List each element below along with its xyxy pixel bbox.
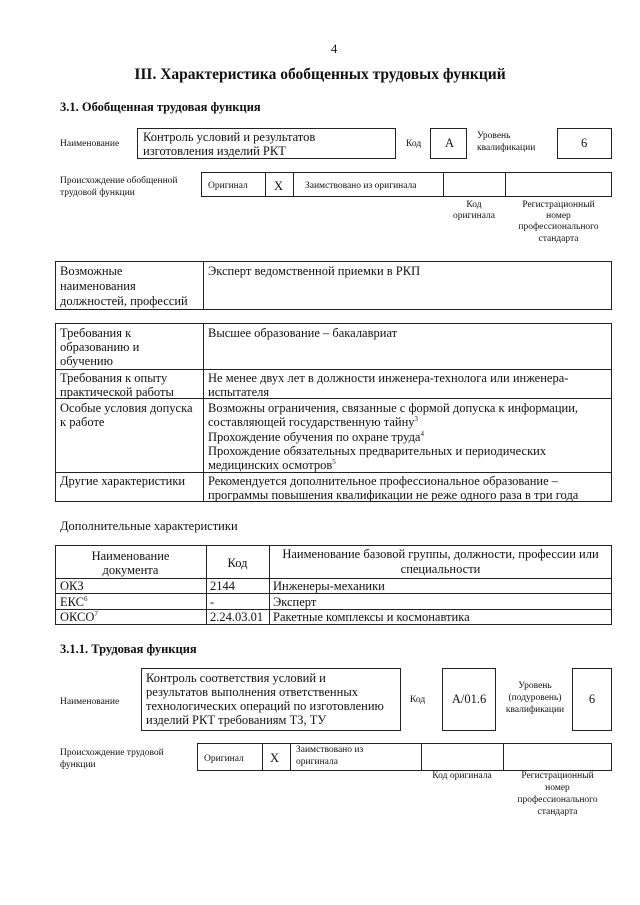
s31-reg-3: профессионального xyxy=(518,222,599,232)
cond-value-4: Прохождение обязательных предварительных и периодических xyxy=(208,444,547,458)
s311-original-mark: X xyxy=(270,751,280,765)
section-3-1-1-heading: 3.1.1. Трудовая функция xyxy=(60,642,197,656)
exp-value-1: Не менее двух лет в должности инженера-технолога или инженера- xyxy=(208,371,569,385)
positions-label-2: наименования xyxy=(60,279,136,293)
extra-row1-doc: ОКЗ xyxy=(60,579,84,593)
s311-name-label: Наименование xyxy=(60,697,120,707)
footnote-7: 7 xyxy=(94,609,98,618)
s311-origin-box xyxy=(197,743,612,771)
cond-value-3: Прохождение обучения по охране труда$^4$ xyxy=(208,429,424,444)
s31-borrowed-label: Заимствовано из оригинала xyxy=(305,181,417,191)
s311-origin-label-2: функции xyxy=(60,760,96,770)
s311-reg-3: профессионального xyxy=(517,795,598,805)
s311-name-line1: Контроль соответствия условий и xyxy=(146,671,326,685)
s31-code-original-1: Код xyxy=(466,200,482,210)
s31-origin-label-1: Происхождение обобщенной xyxy=(60,176,178,186)
cond-label-2: к работе xyxy=(60,415,105,429)
extra-row2-name: Эксперт xyxy=(273,595,317,609)
section-title: III. Характеристика обобщенных трудовых функций xyxy=(134,66,506,83)
s311-code-value: А/01.6 xyxy=(451,692,487,706)
cond-label-1: Особые условия допуска xyxy=(60,401,193,415)
cond-value-2: составляющей государственную тайну$^3$ xyxy=(208,414,419,429)
s31-level-label-1: Уровень xyxy=(477,131,511,141)
edu-label-3: обучению xyxy=(60,354,113,368)
footnote-5: 5 xyxy=(332,457,336,466)
s31-name-line1: Контроль условий и результатов xyxy=(143,130,316,144)
edu-label-2: образованию и xyxy=(60,340,140,354)
s311-name-line3: технологических операций по изготовлению xyxy=(146,699,384,713)
s31-original-mark: X xyxy=(274,179,284,193)
s31-reg-2: номер xyxy=(546,211,571,221)
extra-col1-line2: документа xyxy=(102,563,159,577)
s31-code-original-2: оригинала xyxy=(453,211,495,221)
extra-row2-doc: ЕКС$^6$ xyxy=(60,594,88,609)
exp-value-2: испытателя xyxy=(208,385,270,399)
s311-name-line2: результатов выполнения ответственных xyxy=(146,685,358,699)
s31-origin-label-2: трудовой функции xyxy=(60,188,135,198)
s311-level-value: 6 xyxy=(588,692,596,706)
footnote-3: 3 xyxy=(414,414,419,423)
extra-row3-name: Ракетные комплексы и космонавтика xyxy=(273,610,470,624)
s31-level-label-2: квалификации xyxy=(477,143,536,153)
s31-code-label: Код xyxy=(406,139,422,149)
extra-col2: Код xyxy=(227,556,248,570)
s311-reg-2: номер xyxy=(545,783,570,793)
s31-reg-1: Регистрационный xyxy=(522,200,595,210)
s311-reg-4: стандарта xyxy=(537,807,578,817)
s311-level-label-2: (подуровень) xyxy=(508,693,562,703)
positions-label-1: Возможные xyxy=(60,264,123,278)
extra-heading: Дополнительные характеристики xyxy=(60,519,238,533)
page-number: 4 xyxy=(331,42,338,56)
s311-reg-1: Регистрационный xyxy=(521,771,594,781)
s31-name-label: Наименование xyxy=(60,139,120,149)
exp-label-1: Требования к опыту xyxy=(60,371,168,385)
other-label: Другие характеристики xyxy=(60,474,186,488)
edu-value: Высшее образование – бакалавриат xyxy=(208,326,398,340)
other-value-1: Рекомендуется дополнительное профессиональное образование – xyxy=(208,474,559,488)
s311-level-label-3: квалификации xyxy=(505,705,565,715)
s311-name-line4: изделий РКТ требованиям ТЗ, ТУ xyxy=(146,713,327,727)
extra-row1-code: 2144 xyxy=(210,579,235,593)
extra-col3-line1: Наименование базовой группы, должности, профессии или xyxy=(282,547,599,561)
positions-value: Эксперт ведомственной приемки в РКП xyxy=(208,264,421,278)
section-3-1-heading: 3.1. Обобщенная трудовая функция xyxy=(60,100,261,114)
other-value-2: программы повышения квалификации не реже одного раза в три года xyxy=(208,488,579,502)
s31-reg-4: стандарта xyxy=(538,234,579,244)
extra-row1-name: Инженеры-механики xyxy=(273,579,385,593)
s311-borrowed-label-1: Заимствовано из xyxy=(296,745,364,755)
s311-borrowed-label-2: оригинала xyxy=(296,757,338,767)
cond-value-5: медицинских осмотров$^5$ xyxy=(208,457,336,472)
extra-row2-code: - xyxy=(210,595,215,609)
s311-origin-label-1: Происхождение трудовой xyxy=(60,748,164,758)
footnote-6: 6 xyxy=(84,594,88,603)
s31-name-line2: изготовления изделий РКТ xyxy=(143,144,286,158)
s31-original-label: Оригинал xyxy=(208,181,248,191)
s311-level-label-1: Уровень xyxy=(518,681,552,691)
extra-row3-doc: ОКСО$^7$ xyxy=(60,609,98,624)
footnote-4: 4 xyxy=(420,429,424,438)
positions-label-3: должностей, профессий xyxy=(60,294,188,308)
edu-label-1: Требования к xyxy=(60,326,132,340)
s311-code-label: Код xyxy=(410,695,426,705)
s311-original-label: Оригинал xyxy=(204,754,244,764)
extra-col3-line2: специальности xyxy=(400,562,481,576)
extra-row3-code: 2.24.03.01 xyxy=(210,610,264,624)
cond-value-1: Возможны ограничения, связанные с формой допуска к информации, xyxy=(208,401,579,415)
extra-col1-line1: Наименование xyxy=(91,549,170,563)
s31-level-value: 6 xyxy=(581,136,588,150)
s311-code-original: Код оригинала xyxy=(432,771,492,781)
exp-label-2: практической работы xyxy=(60,385,174,399)
s31-code-value: А xyxy=(445,136,455,150)
